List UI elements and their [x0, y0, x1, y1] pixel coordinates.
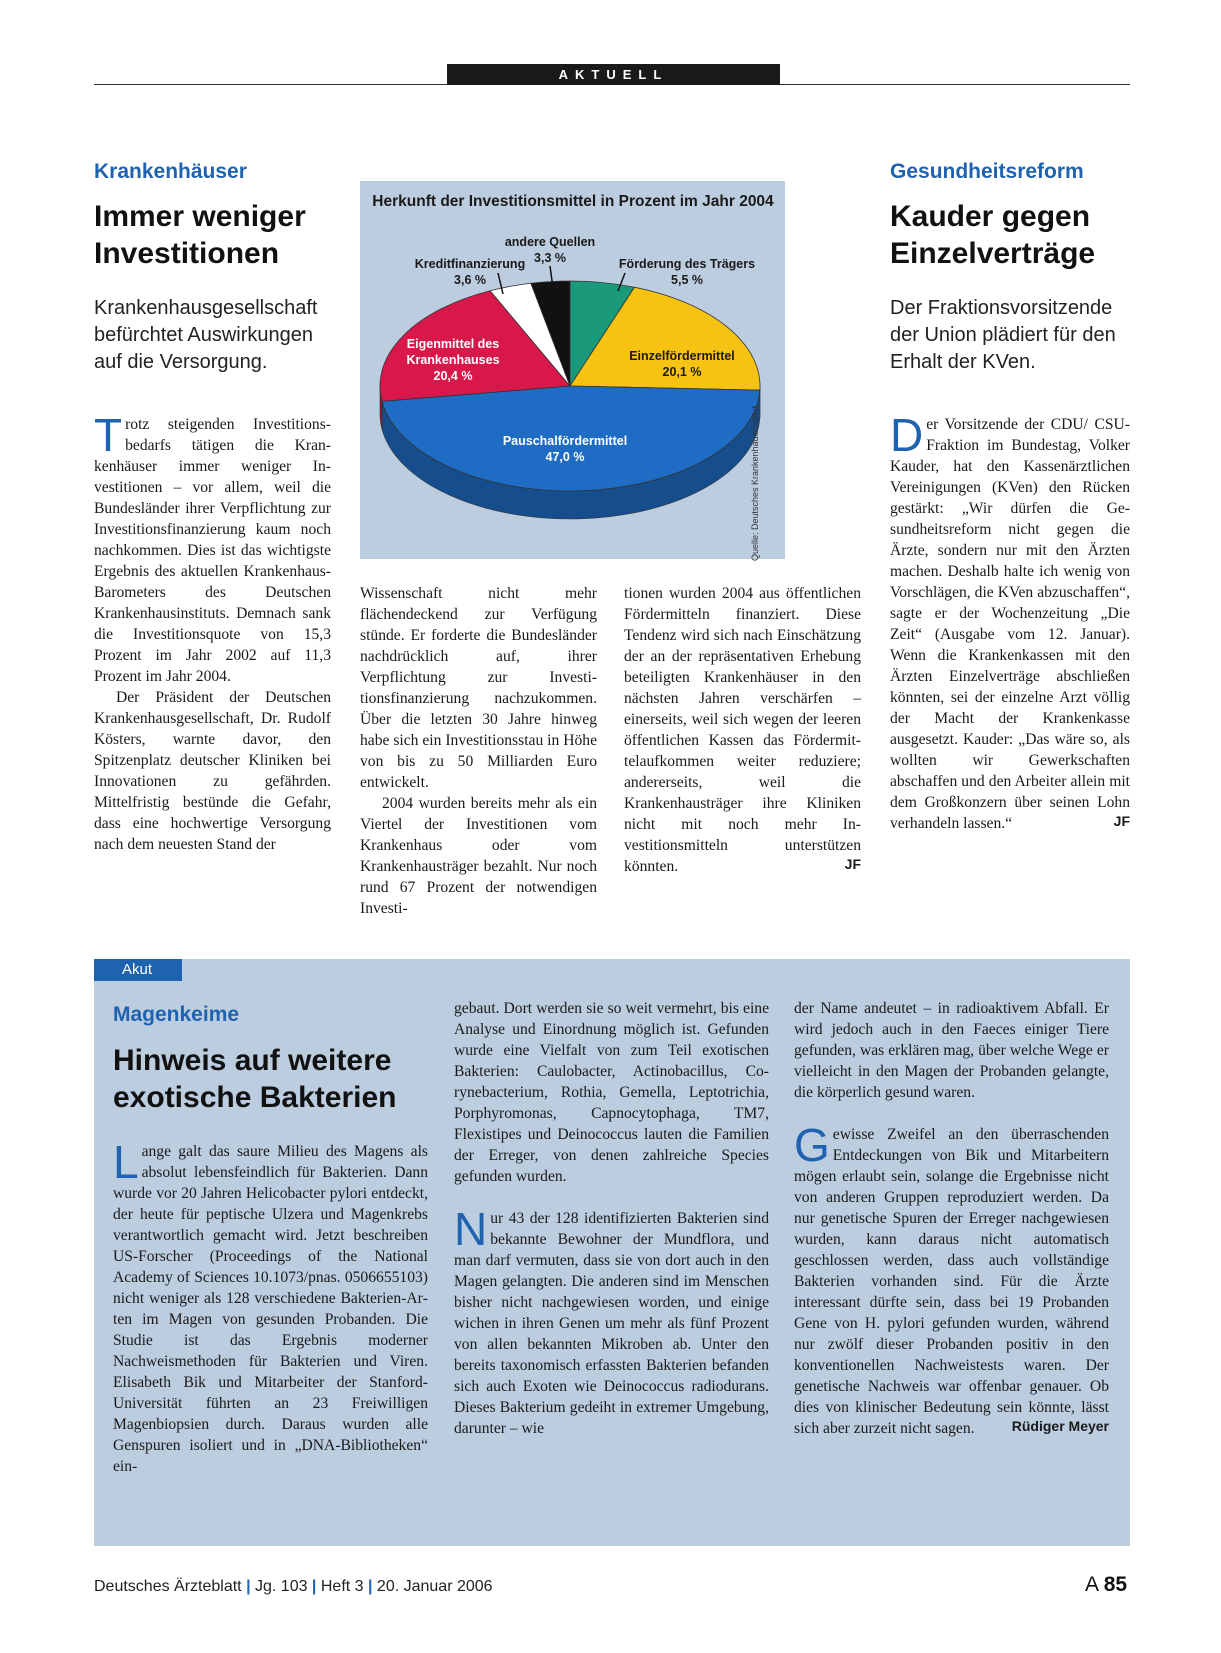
chart-source: Quelle: Deutsches Krankenhausinstitut: [750, 405, 760, 561]
dropcap: D: [890, 409, 924, 461]
signature: JF: [844, 856, 861, 872]
signature: Rüdiger Meyer: [1011, 1418, 1109, 1434]
paragraph: der Name andeutet – in radioaktivem Abfall. Er wird jedoch auch in den Faeces einiger Tiere gefunden, was erklären mag, über welche Wege er vielleicht in den Magen der Probanden gelangte, die körperlich gesund waren.: [794, 1000, 1109, 1101]
label-andere-quellen: andere Quellen 3,3 %: [504, 235, 596, 265]
journal-name: Deutsches Ärzteblatt: [94, 1578, 242, 1595]
label-pauschalfoerdermittel: Pauschalfördermittel 47,0 %: [502, 434, 628, 464]
akut-tag: Akut: [94, 959, 182, 981]
issue: Heft 3: [320, 1578, 364, 1595]
akut-headline: Hinweis auf weitere exotische Bakterien: [113, 1044, 397, 1114]
paragraph: gebaut. Dort werden sie so weit vermehrt, bis eine Analyse und Einordnung möglich ist. Gefunden wurde eine Vielfalt von zum Teil exotischen Bakterien: Caulobacter, Actinobacillus, Corynebacterium, Rothia, Gemella, Leptotrichia, Porphyromonas, Capnocytophaga, TM7, Flexistipes und Deinococcus lauten die Familien der Erreger, von denen zahlreiche Species gefunden wurden.: [454, 1000, 769, 1185]
left-article-column-3: [624, 583, 861, 877]
akut-column-2: [454, 998, 769, 1439]
footer-citation: Deutsches Ärzteblatt | Jg. 103 | Heft 3 | 20. Januar 2006: [94, 1578, 493, 1595]
dropcap: L: [113, 1136, 139, 1188]
label-eigenmittel: Eigenmittel des Krankenhauses 20,4 %: [406, 337, 500, 383]
left-article-headline: Immer weniger Investitionen: [94, 200, 306, 270]
right-article-kicker: Gesundheitsreform: [890, 160, 1084, 183]
section-label: AKTUELL: [447, 64, 780, 85]
paragraph: ewisse Zweifel an den überraschenden Entdeckungen von Bik und Mitarbeitern mögen erlaubt sein, solange die Ergebnisse nicht von anderen Gruppen reproduziert werden. Da nur genetische Spuren der Erreger nachgewiesen wurden, kann daraus nicht automatisch geschlossen werden, dass auch vollständige Bakterien vorhanden sind. Für die Ärzte interessant dürfte sein, dass bei 19 Probanden Gene von H. pylori gefunden wurden, während nur zwölf dieser Probanden positiv in den konventionellen Nachweistests waren. Der genetische Nachweis war offenbar genauer. Ob dies von klinischer Bedeutung sein könnte, lässt sich aber zurzeit nicht sagen.: [794, 1126, 1109, 1437]
page-number: A 85: [1085, 1573, 1128, 1596]
dropcap: G: [794, 1119, 830, 1171]
right-article-column: [890, 409, 1130, 834]
akut-column-1: [113, 1136, 428, 1477]
paragraph: Der Präsident der Deutschen Krankenhausgesellschaft, Dr. Rudolf Kösters, warnte davor, den Spitzenplatz deutscher Kliniken bei Innovationen zu gefährden. Mittelfristig bestünde die Gefahr, dass eine hochwertige Versorgung nach dem neuesten Stand der: [94, 689, 331, 853]
right-article-headline: Kauder gegen Einzelverträge: [890, 200, 1096, 270]
paragraph: 2004 wurden bereits mehr als ein Viertel der Investitionen vom Krankenhaus oder vom Krankenhausträger bezahlt. Nur noch rund 67 Prozent der notwendigen Investi-: [360, 795, 597, 917]
label-foerderung-traeger: Förderung des Trägers 5,5 %: [618, 257, 756, 287]
chart-title: Herkunft der Investitionsmittel in Prozent im Jahr 2004: [372, 193, 774, 210]
left-article-subhead: Krankenhausgesellschaft befürchtet Auswirkungen auf die Versorgung.: [94, 297, 318, 373]
label-einzelfoerdermittel: Einzelfördermittel 20,1 %: [629, 349, 735, 379]
paragraph: er Vorsitzende der CDU/ CSU-Fraktion im Bundestag, Volker Kauder, hat den Kassenärztlichen Vereinigungen (KVen) den Rücken gestärkt: „Wir dürfen die Gesundheitsreform nicht gegen die Ärzte, sondern nur mit den Ärzten machen. Deshalb halte ich wenig von Vorschlägen, die KVen abzuschaffen“, sagte er der Wochenzeitung „Die Zeit“ (Ausgabe vom 12. Januar). Wenn die Krankenkassen mit den Ärzten Einzelverträge abschließen könnten, sei der einzelne Arzt völlig der Macht der Krankenkasse ausgesetzt. Kauder: „Das wäre so, als wollten wir Gewerkschaften abschaffen und den Arbeiter allein mit dem Großkonzern über seinen Lohn verhandeln lassen.“: [890, 416, 1130, 832]
volume: Jg. 103: [255, 1578, 308, 1595]
left-article-column-1: [94, 409, 331, 855]
left-article-kicker: Krankenhäuser: [94, 160, 247, 183]
dropcap: T: [94, 409, 123, 461]
paragraph: ange galt das saure Milieu des Magens als absolut lebensfeindlich für Bakterien. Dann wurde vor 20 Jahren Helicobacter pylori entdeckt, der heute für peptische Ulzera und Magenkrebs verantwortlich gemacht wird. Jetzt beschreiben US-Forscher (Proceedings of the National Academy of Sciences 10.1073/pnas. 0506655103) nicht weniger als 128 verschiedene Bakterien-Arten im Magen von gesunden Probanden. Die Studie ist das Ergebnis moderner Nachweismethoden für Bakterien und Viren. Elisabeth Bik und Mitarbeiter der Stanford-Universität führten an 23 Freiwilligen Magenbiopsien durch. Daraus wurden alle Genspuren isoliert und in „DNA-Bibliotheken“ ein-: [113, 1143, 428, 1475]
paragraph: Wissenschaft nicht mehr flächendeckend zur Verfügung stünde. Er forderte die Bundesländer nachdrücklich auf, ihrer Verpflichtung zur Investitionsfinanzierung nachzukommen. Über die letzten 30 Jahre hinweg habe sich ein Investitionsstau in Höhe von bis zu 50 Milliarden Euro entwickelt.: [360, 585, 597, 791]
signature: JF: [1113, 813, 1130, 829]
date: 20. Januar 2006: [376, 1578, 493, 1595]
dropcap: N: [454, 1203, 488, 1255]
label-kreditfinanzierung: Kreditfinanzierung 3,6 %: [414, 257, 526, 287]
paragraph: ur 43 der 128 identifizierten Bakterien sind bekannte Bewohner der Mundflora, und man darf vermuten, dass sie von dort auch in den Magen gelangten. Die anderen sind im Menschen bisher nicht nachgewiesen worden, und einige wichen in ihren Genen um mehr als fünf Prozent von allen bekannten Mikroben ab. Unter den bereits taxonomisch erfassten Bakterien befanden sich auch Exoten wie Deinococcus radiodurans. Dieses Bakterium gedeiht in extremer Umgebung, darunter – wie: [454, 1210, 769, 1437]
akut-kicker: Magenkeime: [113, 1003, 240, 1026]
right-article-subhead: Der Fraktionsvorsitzende der Union plädiert für den Erhalt der KVen.: [890, 297, 1116, 373]
pie-chart: [360, 181, 785, 559]
left-article-column-2: [360, 583, 597, 919]
paragraph: rotz steigenden Investitionsbedarfs tätigen die Krankenhäuser immer weniger Investitionen – vor allem, weil die Bundesländer ihrer Verpflichtung zur Investitionsfinanzierung kaum noch nachkommen. Dies ist das wichtigste Ergebnis des aktuellen Krankenhaus-Barometers des Deutschen Krankenhausinstituts. Demnach sank die Investitionsquote von 15,3 Prozent im Jahr 2002 auf 11,3 Prozent im Jahr 2004.: [94, 416, 331, 685]
paragraph: tionen wurden 2004 aus öffentlichen Fördermitteln finanziert. Diese Tendenz wird sich nach Einschätzung der an der repräsentativen Erhebung beteiligten Krankenhäuser in den nächsten Jahren verschärfen – einerseits, weil sich wegen der leeren öffentlichen Kassen das Fördermittelaufkommen weiter reduziere; andererseits, weil die Krankenhausträger ihre Kliniken nicht mit noch mehr Investitionsmitteln unterstützen könnten.: [624, 585, 861, 875]
akut-column-3: [794, 998, 1109, 1439]
